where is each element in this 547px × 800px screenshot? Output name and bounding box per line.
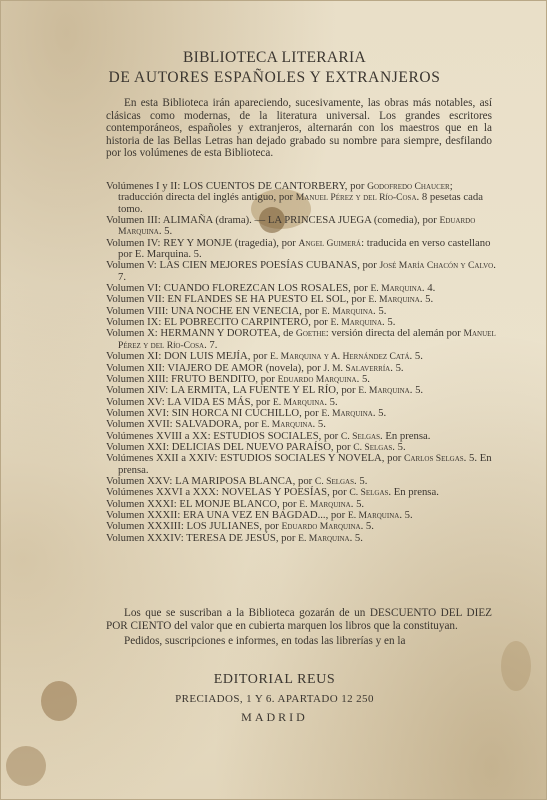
- volume-entry: [106, 453, 496, 476]
- volume-author: E. Marquina: [299, 498, 351, 510]
- volume-title: Volúmenes I y II: LOS CUENTOS DE CANTORBERY, por: [106, 180, 365, 192]
- series-subtitle: DE AUTORES ESPAÑOLES Y EXTRANJEROS: [108, 69, 441, 86]
- volume-author: E. Marquina: [298, 532, 350, 544]
- volume-author: E. Marquina y A. Hernández Catá: [269, 351, 410, 363]
- volume-title: Volumen XXXIV: TERESA DE JESÚS, por: [106, 531, 296, 544]
- volume-author: Eduardo Marquina: [118, 215, 476, 238]
- volume-details: . En prensa.: [388, 486, 439, 499]
- volume-details: . 5.: [356, 372, 370, 385]
- volume-title: Volúmenes XXVI a XXX: NOVELAS Y POESÍAS, por: [106, 486, 347, 499]
- volume-title: Volúmenes XVIII a XX: ESTUDIOS SOCIALES, por: [106, 429, 339, 442]
- volume-entry: [106, 533, 496, 544]
- volume-title: Volúmenes XXII a XXIV: ESTUDIOS SOCIALES Y NOVELA, por: [106, 452, 402, 465]
- volume-title: Volumen XXXIII: LOS JULIANES, por: [106, 520, 279, 533]
- volume-author: E. Marquina: [261, 419, 313, 431]
- publisher-name: EDITORIAL REUS: [213, 672, 336, 687]
- volume-title: Volumen XII: VIAJERO DE AMOR (novela), por: [106, 361, 321, 374]
- volume-author: Angel Guimerá: [298, 237, 362, 249]
- volume-author: E. Marquina: [321, 407, 373, 419]
- intro-paragraph: [106, 97, 492, 160]
- volume-author: E. Marquina: [321, 305, 373, 317]
- volume-translator: Manuel Pérez y del Río-Cosa: [118, 328, 496, 351]
- volume-title: Volumen XIII: FRUTO BENDITO, por: [106, 372, 275, 385]
- volume-author: Carlos Selgas: [404, 453, 464, 465]
- volume-details: . 5.: [158, 225, 173, 238]
- volume-author: José María Chacón y Calvo: [379, 260, 494, 272]
- volume-details: . 5.: [390, 361, 404, 374]
- volume-author: C. Selgas: [340, 430, 381, 442]
- volume-author: Godofredo Chaucer: [367, 181, 450, 192]
- orders-text: Pedidos, suscripciones e informes, en todas las librerías y en la: [124, 635, 406, 647]
- volume-author: C. Selgas: [314, 475, 355, 487]
- paper-stain: [6, 746, 46, 786]
- volume-title: Volumen V: LAS CIEN MEJORES POESÍAS CUBANAS, por: [106, 259, 377, 272]
- volume-details: . 5.: [382, 316, 396, 329]
- volume-details: . 5.: [324, 395, 338, 408]
- volume-entry: [106, 328, 496, 351]
- volume-details: . 5.: [409, 350, 423, 363]
- volume-title: Volumen XI: DON LUIS MEJÍA, por: [106, 350, 268, 363]
- volume-author: C. Selgas: [353, 441, 393, 453]
- volume-author: Goethe: [295, 328, 326, 340]
- volume-title: Volumen VII: EN FLANDES SE HA PUESTO EL SOL, por: [106, 293, 366, 306]
- volume-title: Volumen XXV: LA MARIPOSA BLANCA, por: [106, 474, 313, 487]
- volume-details: . 5.: [360, 520, 374, 533]
- volume-details: . 5.: [373, 304, 387, 317]
- volume-details: . 5.: [312, 418, 326, 431]
- volume-title: Volumen VI: CUANDO FLOREZCAN LOS ROSALES, por: [106, 282, 368, 295]
- volume-details: . 5.: [354, 474, 368, 487]
- volume-entry: [106, 260, 496, 283]
- volume-author: E. Marquina: [370, 283, 422, 295]
- volume-details: . 5.: [350, 497, 365, 510]
- volume-title: Volumen III: ALIMAÑA (drama). — LA PRINCESA JUEGA (comedia), por: [106, 214, 437, 227]
- volume-author: Eduardo Marquina: [281, 521, 361, 533]
- volume-details: . 5.: [372, 406, 387, 419]
- volume-title: Volumen XVI: SIN HORCA NI CUCHILLO, por: [106, 406, 319, 419]
- volume-details: . 5.: [392, 440, 406, 453]
- volume-title: Volumen IX: EL POBRECITO CARPINTERO, por: [106, 316, 328, 329]
- volume-details: . 5.: [419, 293, 434, 306]
- volume-price: . 8 pesetas cada tomo.: [118, 191, 483, 215]
- series-title: BIBLIOTECA LITERARIA: [183, 49, 366, 66]
- volume-title: Volumen XVII: SALVADORA, por: [106, 418, 259, 431]
- volume-entry: [106, 215, 496, 238]
- volume-details: . 5.: [349, 531, 363, 544]
- volume-title: Volumen X: HERMANN Y DOROTEA, de: [106, 327, 294, 340]
- volume-details: . 5.: [409, 384, 424, 397]
- volume-details: . 4.: [421, 282, 436, 295]
- volume-title: Volumen VIII: UNA NOCHE EN VENECIA, por: [106, 304, 319, 317]
- volume-entry: [106, 238, 496, 261]
- volume-title: Volumen XIV: LA ERMITA, LA FUENTE Y EL RÍO, por: [106, 384, 356, 397]
- volume-title: Volumen XV: LA VIDA ES MÁS, por: [106, 395, 271, 408]
- volume-details: ; traducción directa del inglés antiguo, por: [118, 180, 453, 204]
- volume-title: Volumen XXXI: EL MONJE BLANCO, por: [106, 497, 297, 510]
- volume-title: Volumen IV: REY Y MONJE (tragedia), por: [106, 236, 296, 249]
- volume-details: . En prensa.: [380, 429, 431, 442]
- volume-price: . 7.: [204, 338, 218, 351]
- volume-author: E. Marquina: [358, 385, 410, 397]
- subscription-notice: [106, 607, 492, 650]
- volume-title: Volumen XXI: DELICIAS DEL NUEVO PARAÍSO, por: [106, 440, 351, 453]
- volume-author: E. Marquina: [330, 317, 383, 329]
- volume-author: E. Marquina: [272, 396, 325, 408]
- volume-list: [106, 181, 496, 544]
- publisher-city: MADRID: [241, 710, 308, 724]
- volume-translator: Manuel Pérez y del Río-Cosa: [295, 192, 417, 204]
- volume-author: J. M. Salaverría: [323, 362, 391, 374]
- intro-text: En esta Biblioteca irán apareciendo, sucesivamente, las obras más notables, así clásicas como modernas, de la literatura universal. Los grandes escritores contemporáneos, españoles y extranjeros, alternarán con los maestros que en la historia de las Bellas Letras han dejado grabado su nombre para siempre, desfilando por los volúmenes de esta Biblioteca.: [106, 97, 492, 160]
- volume-author: E. Marquina: [368, 294, 420, 306]
- volume-details: : versión directa del alemán por: [325, 327, 461, 340]
- volume-author: C. Selgas: [349, 487, 389, 499]
- volume-entry: [106, 181, 496, 215]
- volume-details: . 5.: [399, 508, 413, 521]
- volume-author: E. Marquina: [347, 509, 400, 521]
- volume-details: : traducida en verso castellano por E. Marquina. 5.: [118, 236, 491, 261]
- publisher-address: PRECIADOS, 1 Y 6. APARTADO 12 250: [175, 693, 374, 705]
- volume-title: Volumen XXXII: ERA UNA VEZ EN BAGDAD..., por: [106, 508, 346, 521]
- volume-details: . 5. En prensa.: [118, 452, 492, 476]
- volume-author: Eduardo Marquina: [277, 373, 357, 385]
- volume-details: . 7.: [118, 259, 496, 283]
- discount-text: Los que se suscriban a la Biblioteca gozarán de un DESCUENTO DEL DIEZ POR CIENTO del valor que en cubierta marquen los libros que la constituyan.: [106, 607, 492, 632]
